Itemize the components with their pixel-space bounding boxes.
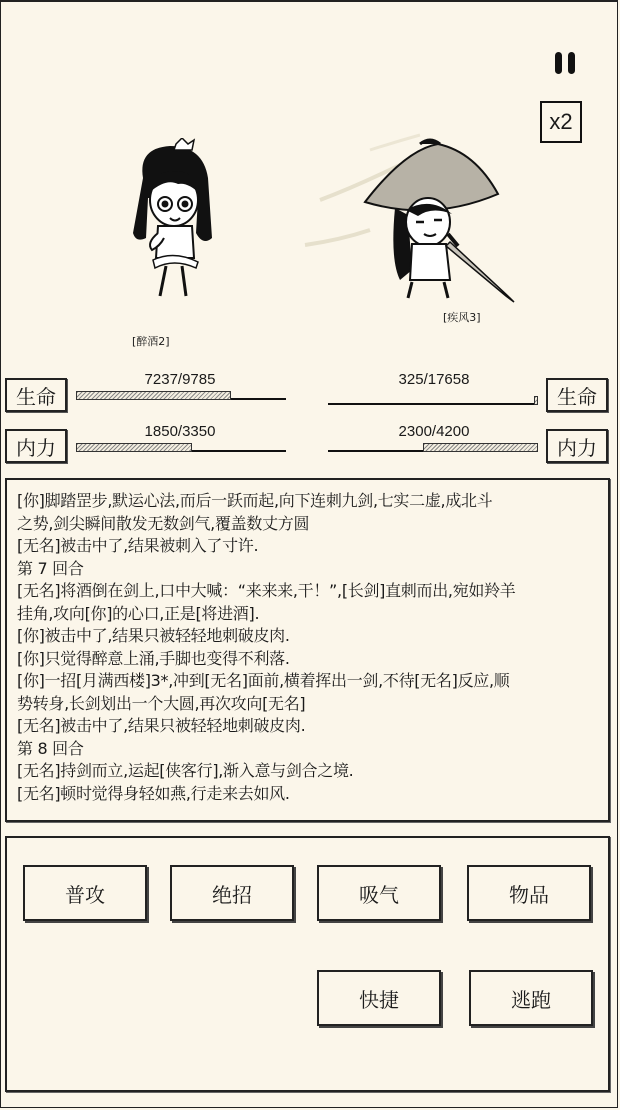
player-hp-bar xyxy=(76,391,286,400)
player-hp-label: 生命 xyxy=(5,378,67,412)
player-hp-fill xyxy=(76,391,231,400)
enemy-hp-bar xyxy=(328,396,538,405)
log-line: 第 7 回合 xyxy=(17,558,84,578)
enemy-mp-bar xyxy=(328,443,538,452)
speed-toggle-button[interactable]: x2 xyxy=(540,101,582,143)
player-mp-value: 1850/3350 xyxy=(144,423,216,440)
log-line: [无名]被击中了,结果被刺入了寸许. xyxy=(17,536,259,555)
enemy-character-sprite xyxy=(300,130,525,310)
log-line: [无名]顿时觉得身轻如燕,行走来去如风. xyxy=(17,783,290,803)
enemy-mp-fill xyxy=(423,443,539,452)
flee-button[interactable]: 逃跑 xyxy=(469,970,593,1026)
log-line: 之势,剑尖瞬间散发无数剑气,覆盖数丈方圆 xyxy=(17,513,310,533)
player-hp-value: 7237/9785 xyxy=(144,371,216,388)
pause-button[interactable] xyxy=(553,50,579,78)
enemy-mp-value: 2300/4200 xyxy=(398,423,470,440)
log-line: 势转身,长剑划出一个大圆,再次攻向[无名] xyxy=(17,693,306,713)
player-name: [醉酒2] xyxy=(132,335,170,348)
enemy-mp-label: 内力 xyxy=(546,429,608,463)
log-line: [你]脚踏罡步,默运心法,而后一跃而起,向下连刺九剑,七实二虚,成北斗 xyxy=(17,491,493,510)
player-mp-label: 内力 xyxy=(5,429,67,463)
battle-log[interactable] xyxy=(5,478,610,822)
log-line: [你]一招[月满西楼]3*,冲到[无名]面前,横着挥出一剑,不待[无名]反应,顺 xyxy=(17,671,510,690)
breathe-button[interactable]: 吸气 xyxy=(317,865,441,921)
ultimate-button[interactable]: 绝招 xyxy=(170,865,294,921)
items-button[interactable]: 物品 xyxy=(467,865,591,921)
log-line: 第 8 回合 xyxy=(17,738,84,758)
log-line: [无名]被击中了,结果只被轻轻地刺破皮肉. xyxy=(17,716,306,735)
enemy-hp-label: 生命 xyxy=(546,378,608,412)
enemy-name: [疾风3] xyxy=(443,311,481,324)
log-line: 挂角,攻向[你]的心口,正是[将进酒]. xyxy=(17,603,260,623)
log-line: [无名]将酒倒在剑上,口中大喊：“来来来,干！”,[长剑]直刺而出,宛如羚羊 xyxy=(17,581,516,600)
log-line: [你]被击中了,结果只被轻轻地刺破皮肉. xyxy=(17,626,290,645)
attack-button[interactable]: 普攻 xyxy=(23,865,147,921)
quick-button[interactable]: 快捷 xyxy=(317,970,441,1026)
player-mp-fill xyxy=(76,443,192,452)
log-line: [你]只觉得醉意上涌,手脚也变得不利落. xyxy=(17,648,290,668)
enemy-hp-value: 325/17658 xyxy=(398,371,470,388)
player-character-sprite xyxy=(108,138,228,303)
log-line: [无名]持剑而立,运起[侠客行],渐入意与剑合之境. xyxy=(17,761,354,780)
player-mp-bar xyxy=(76,443,286,452)
enemy-hp-fill xyxy=(534,396,538,405)
